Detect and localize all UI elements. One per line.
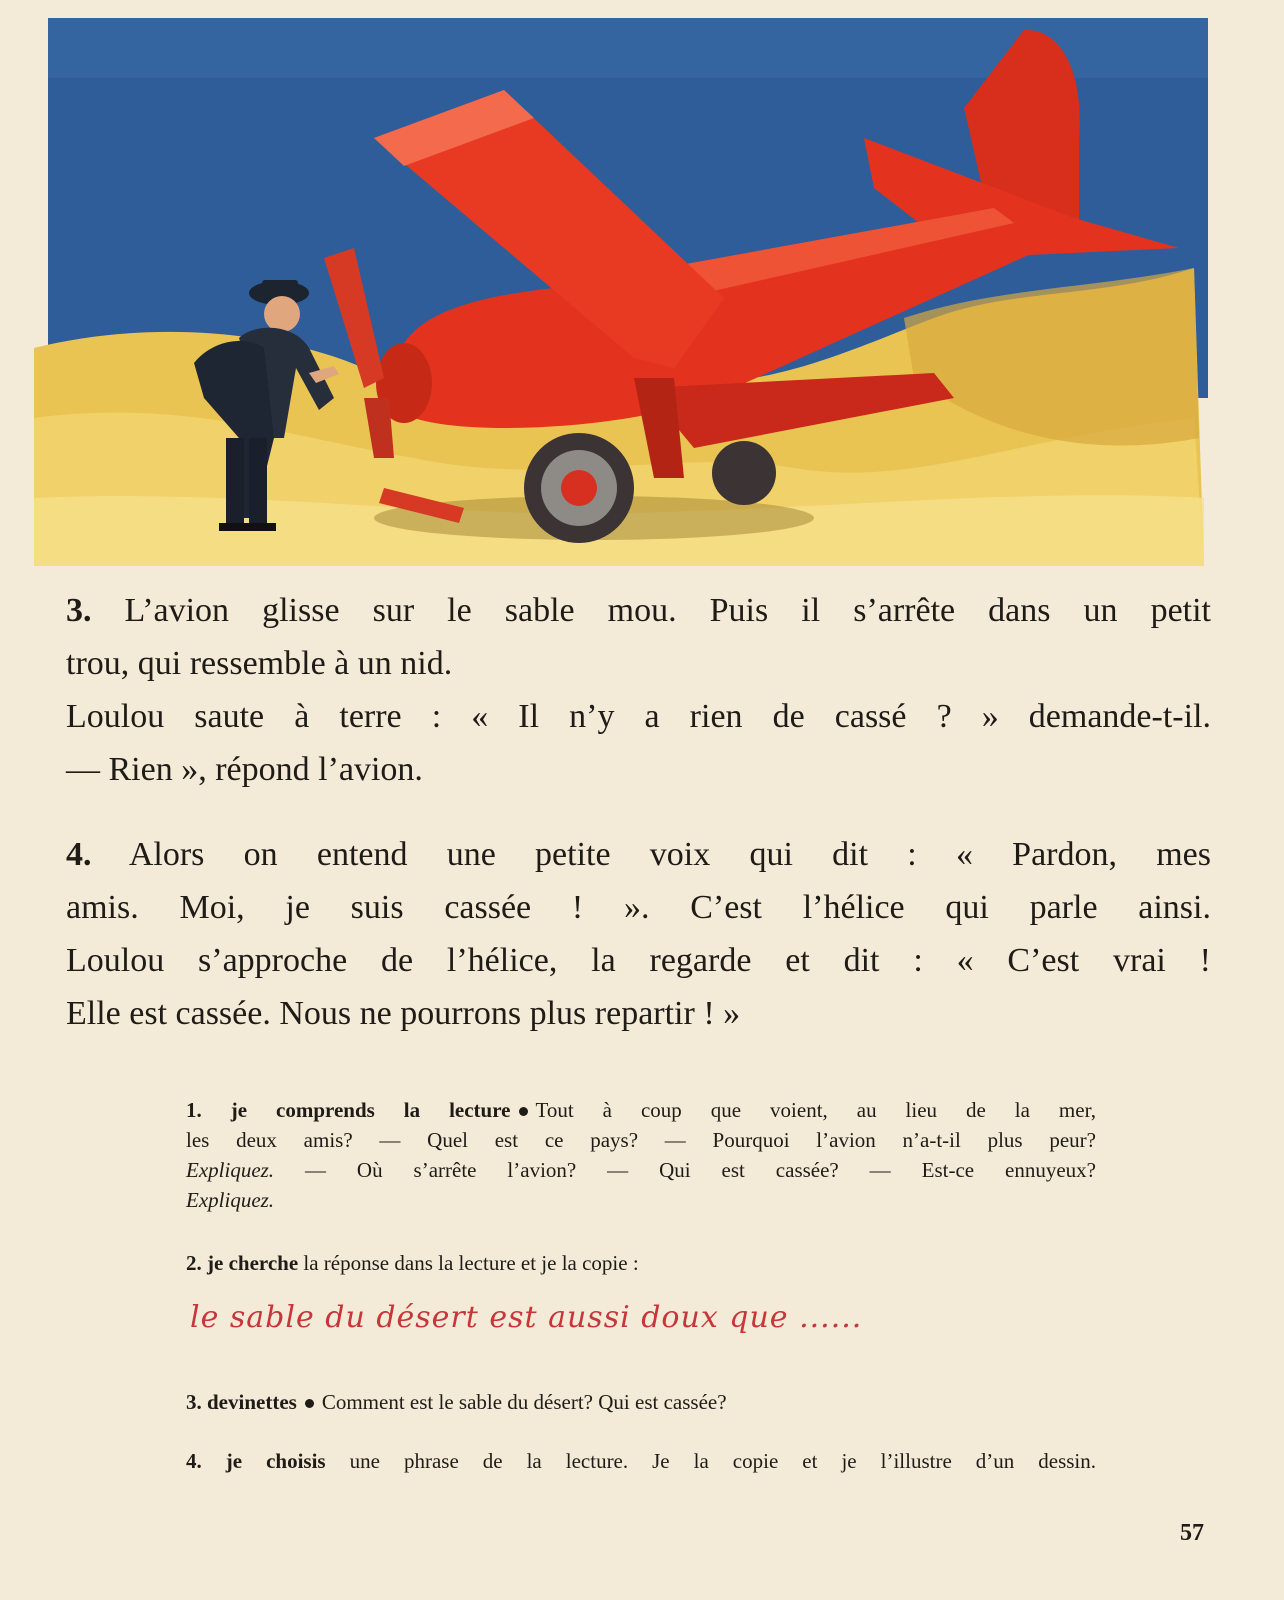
exercise-title: je cherche — [207, 1251, 299, 1275]
bullet-icon — [519, 1107, 528, 1116]
page-number: 57 — [1180, 1520, 1204, 1546]
exercise-title: devinettes — [207, 1390, 297, 1414]
story-line: 4. Alors on entend une petite voix qui dit : « Pardon, mes — [66, 836, 1211, 873]
story-line: trou, qui ressemble à un nid. — [66, 645, 453, 682]
exercise-title: je comprends la lecture — [230, 1098, 511, 1122]
exercise-3: 3. devinettes Comment est le sable du désert? Qui est cassée? — [186, 1390, 727, 1414]
exercise-4: 4. je choisis une phrase de la lecture. Je la copie et je l’illustre d’un dessin. — [186, 1449, 1097, 1473]
story-line: amis. Moi, je suis cassée ! ». C’est l’hélice qui parle ainsi. — [66, 889, 1211, 926]
story-line: 3. L’avion glisse sur le sable mou. Puis il s’arrête dans un petit — [66, 592, 1212, 629]
story-line: Loulou saute à terre : « Il n’y a rien de cassé ? » demande-t-il. — [66, 698, 1211, 735]
paragraph-3 — [66, 584, 1211, 796]
exercise-1: 1. je comprends la lecture Tout à coup que voient, au lieu de la mer, les deux amis? — Quel est ce pays? — Pourquoi l’avion n’a-t-il plus peur? Expliquez. — Où s’arrête l’avion? — Qui est cassée? — Est-ce ennuyeux? Expliquez. — [186, 1098, 1096, 1212]
airplane-illustration — [34, 18, 1224, 566]
paragraph-number: 3. — [66, 592, 92, 629]
handwritten-answer: le sable du désert est aussi doux que ...... — [190, 1300, 863, 1335]
story-line: Elle est cassée. Nous ne pourrons plus repartir ! » — [66, 995, 741, 1032]
bullet-icon — [305, 1399, 314, 1408]
exercise-title: je choisis — [225, 1449, 326, 1473]
story-line: — Rien », répond l’avion. — [66, 751, 423, 788]
story-line: Loulou s’approche de l’hélice, la regarde et dit : « C’est vrai ! — [66, 942, 1211, 979]
exercise-2: 2. je cherche la réponse dans la lecture et je la copie : — [186, 1251, 639, 1275]
paragraph-4 — [66, 828, 1211, 1040]
paragraph-number: 4. — [66, 836, 92, 873]
